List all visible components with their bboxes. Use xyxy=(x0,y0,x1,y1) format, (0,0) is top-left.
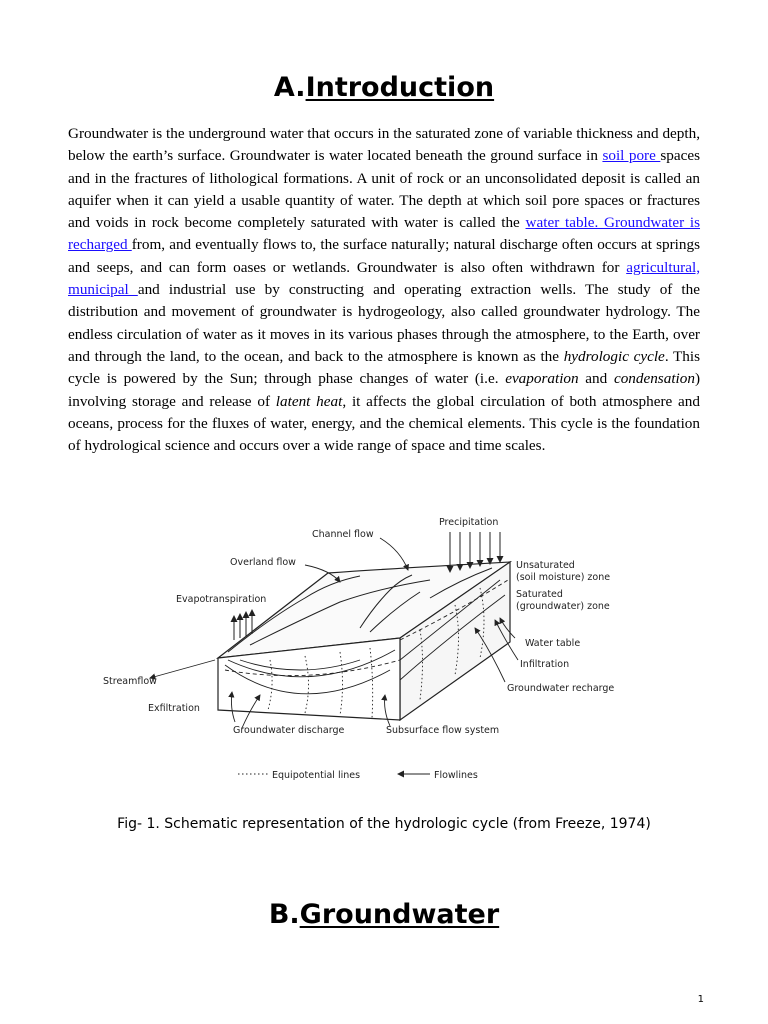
section-a-title: Introduction xyxy=(305,72,495,103)
text-run: Groundwater is the underground water that occurs in the saturated zone of variable thickness and depth, below the earth’s surface. Groundwater is water located beneath the ground surface in xyxy=(68,125,700,165)
water-table-link[interactable]: water table. Groundwater is recharged xyxy=(68,214,701,254)
section-a-heading xyxy=(0,72,768,103)
text-run: from, and eventually flows to, the surface naturally; natural discharge often occurs at springs and seeps, and can form oases or wetlands. Groundwater is also often withdrawn for xyxy=(68,236,700,276)
label-saturated-2: (groundwater) zone xyxy=(516,601,610,612)
section-a-prefix: A. xyxy=(273,72,306,103)
label-channel-flow: Channel flow xyxy=(312,529,374,540)
label-groundwater-discharge: Groundwater discharge xyxy=(233,725,345,736)
soil-pore-link[interactable]: soil pore xyxy=(602,147,661,165)
text-run: and industrial use by constructing and operating extraction wells. The study of the distribution and movement of groundwater is hydrogeology, also called groundwater hydrology. The endless circulation of water as it moves in its various phases through the atmosphere, to the Earth, over and through the land, to the ocean, and back to the atmosphere is known as the xyxy=(68,281,700,365)
latent-heat-term: latent heat xyxy=(275,392,343,410)
figure-legend xyxy=(238,770,478,781)
text-run: spaces and in the fractures of lithological formations. A unit of rock or an unconsolidated deposit is called an aquifer when it can yield a usable quantity of water. The depth at which soil pore spaces or fractures and voids in rock become completely saturated with water is called the xyxy=(68,147,700,232)
label-saturated-1: Saturated xyxy=(516,589,563,600)
label-streamflow: Streamflow xyxy=(103,676,157,687)
label-overland-flow: Overland flow xyxy=(230,557,296,568)
hydrologic-cycle-diagram xyxy=(100,510,630,788)
label-subsurface-flow: Subsurface flow system xyxy=(386,725,500,736)
label-unsaturated-2: (soil moisture) zone xyxy=(516,572,611,583)
label-groundwater-recharge: Groundwater recharge xyxy=(507,683,615,694)
label-evapotranspiration: Evapotranspiration xyxy=(176,594,267,605)
label-infiltration: Infiltration xyxy=(520,659,570,670)
legend-equipotential-label: Equipotential lines xyxy=(272,770,361,781)
text-run: and xyxy=(578,370,614,388)
agricultural-municipal-link[interactable]: agricultural, municipal xyxy=(68,258,700,299)
terrain-block xyxy=(218,562,510,720)
hydrologic-cycle-term: hydrologic cycle xyxy=(563,347,665,365)
section-b-prefix: B. xyxy=(268,899,300,930)
condensation-term: condensation xyxy=(613,370,695,388)
section-b-heading xyxy=(0,899,768,930)
text-run: ) involving storage and release of xyxy=(68,370,701,410)
figure-caption: Fig- 1. Schematic representation of the hydrologic cycle (from Freeze, 1974) xyxy=(117,816,651,832)
text-run: . This cycle is powered by the Sun; through phase changes of water (i.e. xyxy=(68,347,701,388)
page-number: 1 xyxy=(697,994,704,1005)
evaporation-term: evaporation xyxy=(505,370,579,388)
section-b-title: Groundwater xyxy=(299,899,500,930)
label-water-table: Water table xyxy=(525,638,581,649)
label-exfiltration: Exfiltration xyxy=(148,703,200,714)
legend-flowlines-label: Flowlines xyxy=(434,770,478,781)
text-run: , it affects the global circulation of both atmosphere and oceans, process for the fluxes of water, energy, and the chemical elements. This cycle is the foundation of hydrological science and occurs over a wide range of space and time scales. xyxy=(68,392,700,455)
label-precipitation: Precipitation xyxy=(439,517,499,528)
label-unsaturated-1: Unsaturated xyxy=(516,560,575,571)
introduction-paragraph xyxy=(68,123,700,457)
